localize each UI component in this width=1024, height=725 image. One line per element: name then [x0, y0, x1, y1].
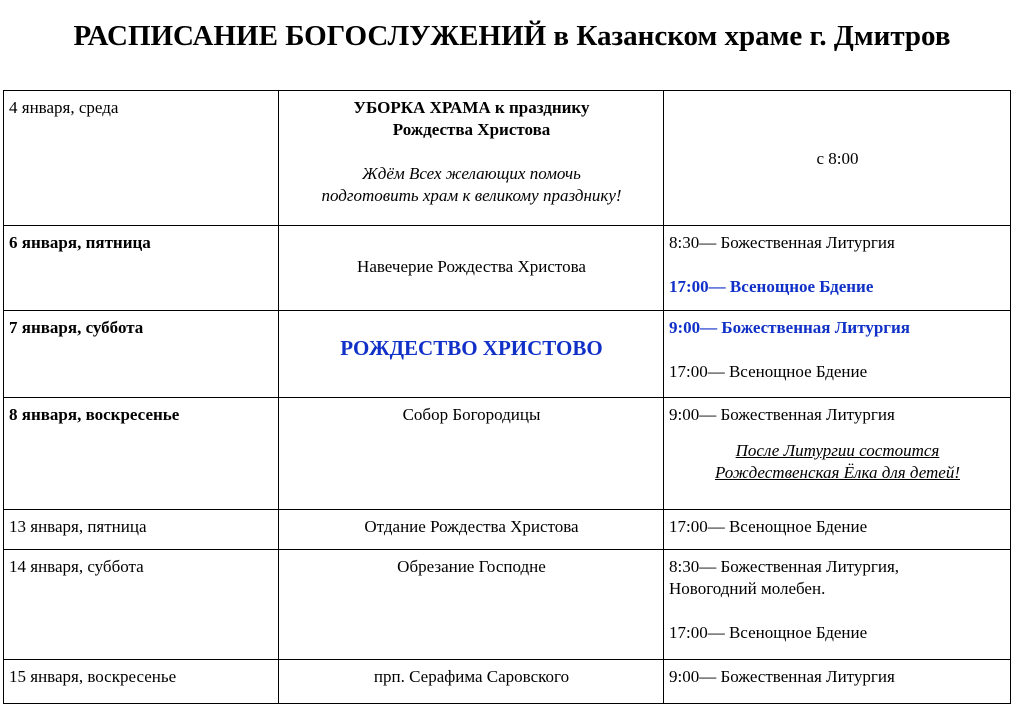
service-text: 9:00— Божественная Литургия	[669, 405, 895, 424]
table-row	[4, 311, 1011, 398]
event-title-line: УБОРКА ХРАМА к празднику	[353, 98, 590, 117]
service-text: 17:00— Всенощное Бдение	[669, 362, 868, 381]
service-cell	[664, 226, 1011, 311]
event-text: Отдание Рождества Христова	[364, 517, 579, 536]
date-text: 15 января, воскресенье	[9, 667, 177, 686]
service-cell	[664, 550, 1011, 660]
date-cell	[4, 550, 279, 660]
schedule-table	[3, 90, 1011, 704]
event-text: прп. Серафима Саровского	[373, 667, 570, 686]
table-row	[4, 226, 1011, 311]
date-text: 6 января, пятница	[9, 233, 151, 252]
table-row	[4, 660, 1011, 704]
date-cell	[4, 226, 279, 311]
event-text: Навечерие Рождества Христова	[357, 257, 586, 276]
service-text: 8:30— Божественная Литургия	[669, 233, 895, 252]
service-note-line: Рождественская Ёлка для детей!	[714, 463, 961, 482]
event-cell	[279, 226, 664, 311]
service-text: Новогодний молебен.	[669, 579, 826, 598]
date-text: 4 января, среда	[9, 98, 119, 117]
service-text: 17:00— Всенощное Бдение	[669, 517, 868, 536]
service-cell	[664, 510, 1011, 550]
date-text: 7 января, суббота	[9, 318, 144, 337]
date-text: 14 января, суббота	[9, 557, 144, 576]
service-text: 9:00— Божественная Литургия	[669, 667, 895, 686]
event-cell	[279, 91, 664, 226]
service-cell	[664, 311, 1011, 398]
service-cell	[664, 91, 1011, 226]
event-cell	[279, 660, 664, 704]
event-note-line: Ждём Всех желающих помочь	[362, 164, 581, 183]
service-text: 17:00— Всенощное Бдение	[669, 623, 868, 642]
service-text: с 8:00	[816, 149, 859, 168]
service-text: 9:00— Божественная Литургия	[669, 318, 910, 337]
event-cell	[279, 398, 664, 510]
event-cell	[279, 550, 664, 660]
table-row	[4, 550, 1011, 660]
page-title: РАСПИСАНИЕ БОГОСЛУЖЕНИЙ в Казанском храме г. Дмитров	[73, 20, 951, 52]
event-cell	[279, 311, 664, 398]
date-cell	[4, 510, 279, 550]
service-text: 17:00— Всенощное Бдение	[669, 277, 874, 296]
service-cell	[664, 660, 1011, 704]
event-cell	[279, 510, 664, 550]
event-title-line: Рождества Христова	[392, 120, 551, 139]
event-text: Собор Богородицы	[402, 405, 541, 424]
date-text: 13 января, пятница	[9, 517, 147, 536]
table-row	[4, 510, 1011, 550]
date-cell	[4, 311, 279, 398]
service-text: 8:30— Божественная Литургия,	[669, 557, 900, 576]
service-note-line: После Литургии состоится	[735, 441, 940, 460]
event-note-line: подготовить храм к великому празднику!	[321, 186, 622, 205]
date-cell	[4, 398, 279, 510]
date-cell	[4, 91, 279, 226]
table-row	[4, 398, 1011, 510]
date-text: 8 января, воскресенье	[9, 405, 180, 424]
date-cell	[4, 660, 279, 704]
event-text: Обрезание Господне	[397, 557, 546, 576]
event-text: РОЖДЕСТВО ХРИСТОВО	[340, 336, 603, 360]
service-cell	[664, 398, 1011, 510]
table-row	[4, 91, 1011, 226]
